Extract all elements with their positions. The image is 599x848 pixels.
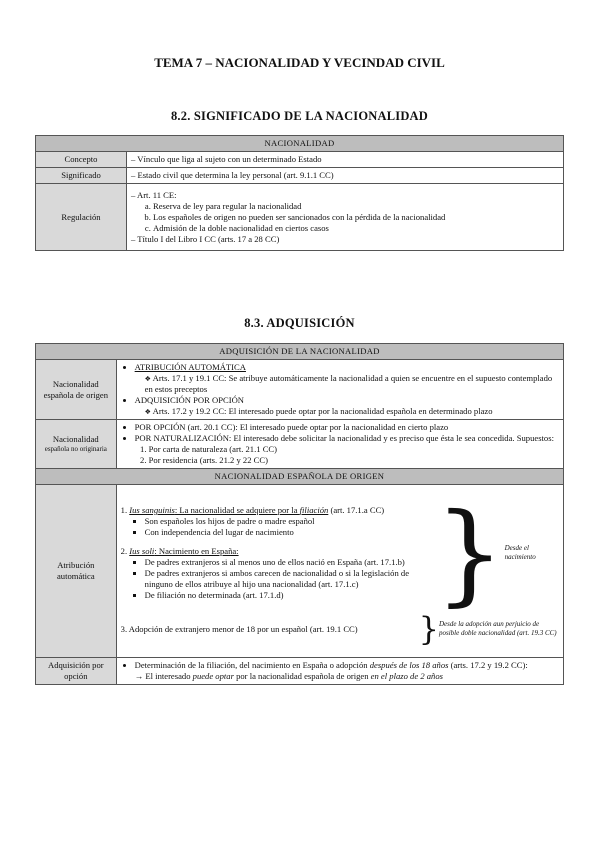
ius-soli-b: ▪ De padres extranjeros si ambos carecen de nacionalidad o si la legislación de ninguno de ellos atribuye al hijo una nacionalidad (art. 17.1.c) xyxy=(145,568,435,590)
row-value-origen xyxy=(116,360,563,420)
row-label-adquisicion-opcion: Adquisición por opción xyxy=(36,658,117,685)
table-subheader-origen: NACIONALIDAD ESPAÑOLA DE ORIGEN xyxy=(36,469,564,485)
row-value-concepto: – Vínculo que liga al sujeto con un determinado Estado xyxy=(127,152,564,168)
ius-soli-a: ▪ De padres extranjeros si al menos uno de ellos nació en España (art. 17.1.b) xyxy=(145,557,435,568)
brace-note-adopcion: Desde la adopción aun perjuicio de posible doble nacionalidad (art. 19.3 CC) xyxy=(439,620,557,637)
reg-art-11: Art. 11 CE: xyxy=(136,189,177,200)
naturalizacion-item-1: 1. Por carta de naturaleza (art. 21.1 CC) xyxy=(149,444,559,455)
table-header: NACIONALIDAD xyxy=(36,136,564,152)
row-label-regulacion: Regulación xyxy=(36,184,127,251)
brace-note-nacimiento: Desde el nacimiento xyxy=(504,544,536,561)
right-brace-icon: } xyxy=(418,610,439,648)
nacionalidad-table xyxy=(35,135,564,251)
reg-item-c: c. Admisión de la doble nacionalidad en ciertos casos xyxy=(153,223,559,234)
row-value-adquisicion-opcion: • Determinación de la filiación, del nacimiento en España o adopción después de los 18 años (arts. 17.2 y 19.2 CC): → El interesado puede optar por la nacionalidad española de origen en el plazo de 2 años xyxy=(116,658,563,685)
row-value-no-originaria xyxy=(116,420,563,469)
ius-sanguinis-item: 1. Ius sanguinis: La nacionalidad se adquiere por la filiación (art. 17.1.a CC) xyxy=(120,505,385,515)
adquisicion-table xyxy=(35,343,564,685)
row-label-origen: Nacionalidad española de origen xyxy=(36,360,117,420)
row-label-no-originaria: Nacionalidad española no originaria xyxy=(36,420,117,469)
row-value-regulacion xyxy=(127,184,564,251)
reg-item-b: b. Los españoles de origen no pueden ser sancionados con la pérdida de la nacionalidad xyxy=(153,212,559,223)
ius-sanguinis-b: ▪ Con independencia del lugar de nacimiento xyxy=(145,527,435,538)
adquisicion-title: ADQUISICIÓN POR OPCIÓN xyxy=(134,395,244,405)
por-naturalizacion-text: POR NATURALIZACIÓN: El interesado debe solicitar la nacionalidad y es preciso que ésta le sea concedida. Supuestos: xyxy=(134,433,554,443)
reg-titulo: – Título I del Libro I CC (arts. 17 a 28 CC) xyxy=(131,234,559,245)
document-title: TEMA 7 – NACIONALIDAD Y VECINDAD CIVIL xyxy=(154,55,445,70)
reg-item-a: a. Reserva de ley para regular la nacionalidad xyxy=(153,201,559,212)
adquisicion-text: ❖ Arts. 17.2 y 19.2 CC: El interesado puede optar por la nacionalidad española en determinado plazo xyxy=(145,406,559,417)
section-heading-8-2: 8.2. SIGNIFICADO DE LA NACIONALIDAD xyxy=(170,109,429,123)
adopcion-item: 3. Adopción de extranjero menor de 18 por un español (art. 19.1 CC) xyxy=(120,623,358,634)
row-label-significado: Significado xyxy=(36,168,127,184)
row-value-atribucion-automatica xyxy=(116,485,563,658)
row-label-concepto: Concepto xyxy=(36,152,127,168)
section-heading-8-3: 8.3. ADQUISICIÓN xyxy=(244,316,355,330)
arrow-right-icon: → xyxy=(134,671,144,681)
atribucion-title: ATRIBUCIÓN AUTOMÁTICA xyxy=(134,362,246,372)
atribucion-text: ❖ Arts. 17.1 y 19.1 CC: Se atribuye automáticamente la nacionalidad a quien se encuentre en el supuesto contemplado en estos preceptos xyxy=(145,373,559,395)
naturalizacion-item-2: 2. Por residencia (arts. 21.2 y 22 CC) xyxy=(149,455,559,466)
por-opcion-text: • POR OPCIÓN (art. 20.1 CC): El interesado puede optar por la nacionalidad en cierto plazo xyxy=(135,422,559,433)
right-brace-icon: } xyxy=(434,489,505,617)
ius-soli-c: ▪ De filiación no determinada (art. 17.1.d) xyxy=(145,590,435,601)
row-value-significado: – Estado civil que determina la ley personal (art. 9.1.1 CC) xyxy=(127,168,564,184)
ius-soli-item: 2. Ius soli: Nacimiento en España: xyxy=(120,546,239,556)
ius-sanguinis-a: ▪ Son españoles los hijos de padre o madre español xyxy=(145,516,435,527)
row-label-atribucion-automatica: Atribución automática xyxy=(36,485,117,658)
table-header-adquisicion: ADQUISICIÓN DE LA NACIONALIDAD xyxy=(36,344,564,360)
